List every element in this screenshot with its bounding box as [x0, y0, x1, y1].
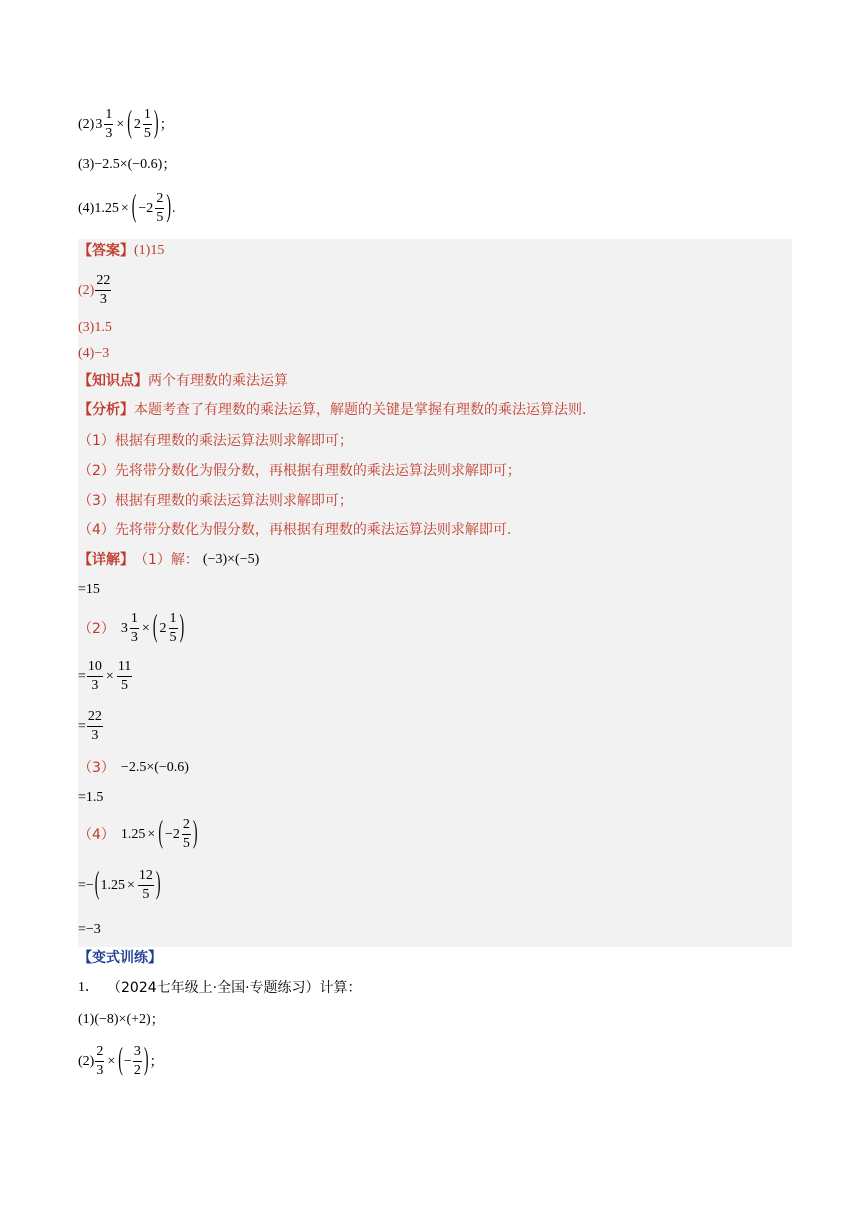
left-paren: (: [94, 867, 100, 902]
punctuation: ；: [159, 116, 174, 133]
punctuation: ；: [150, 1012, 165, 1028]
mixed-whole: 3: [95, 116, 103, 132]
answer-line-3: [78, 321, 112, 335]
fraction: $\frac{1}{3}$: [105, 107, 113, 141]
analysis-tag: 【分析】: [78, 402, 134, 418]
answer-line-2: [78, 274, 112, 307]
answer-line-4: [78, 347, 109, 361]
expression: −2.5×(−0.6): [94, 157, 163, 172]
problem-label: (2): [78, 116, 95, 132]
times-sign: ×: [107, 1053, 116, 1069]
problem-4: [78, 192, 175, 225]
fraction: $\frac{1}{5}$: [143, 107, 151, 141]
punctuation: .: [171, 200, 176, 216]
problem-label: (1): [78, 1012, 95, 1027]
answer-tag: 【答案】: [78, 243, 134, 259]
variant-question-1: [78, 981, 362, 995]
expression: (−8)×(+2): [94, 1012, 151, 1027]
answer-line-1: [78, 244, 164, 258]
fraction: $\frac{2}{5}$: [156, 191, 164, 225]
detail-line-3: [78, 761, 189, 775]
detail-tag: 【详解】: [78, 552, 134, 568]
problem-3: [78, 158, 176, 172]
mixed-whole: 3: [120, 620, 128, 636]
question-number: 1．: [78, 980, 99, 995]
variant-tag: 【变式训练】: [78, 950, 162, 966]
punctuation: ；: [162, 157, 177, 173]
fraction: $\frac{12}{5}$: [138, 868, 153, 902]
left-paren: (: [152, 610, 158, 645]
right-paren: ): [166, 190, 171, 225]
mixed-whole: −2: [138, 200, 154, 216]
knowledge-text: 两个有理数的乘法运算: [148, 373, 288, 389]
fraction: $\frac{22}{3}$: [87, 709, 102, 743]
fraction: $\frac{10}{3}$: [87, 659, 102, 693]
punctuation: ；: [149, 1053, 164, 1070]
fraction: $\frac{2}{5}$: [182, 817, 190, 851]
analysis-step-1: （1）根据有理数的乘法运算法则求解即可；: [78, 433, 353, 449]
detail-result: =−3: [78, 922, 101, 937]
expression: 1.25: [94, 200, 119, 216]
right-paren: ): [155, 867, 161, 902]
detail-result: = $\frac{10}{3}$ × $\frac{11}{5}$: [78, 659, 132, 693]
knowledge-line: [78, 374, 288, 388]
detail-line-4: [78, 818, 199, 851]
times-sign: ×: [147, 826, 156, 842]
analysis-line: [78, 403, 586, 417]
right-paren: ): [143, 1043, 149, 1078]
detail-label: （3）: [78, 760, 115, 776]
answer-3: (3)1.5: [78, 320, 112, 335]
answer-4: (4)−3: [78, 346, 110, 361]
problem-label: (2): [78, 1053, 95, 1069]
variant-part-2: [78, 1045, 163, 1078]
times-sign: ×: [120, 200, 129, 216]
fraction: $\frac{1}{5}$: [169, 611, 177, 645]
right-paren: ): [153, 106, 159, 141]
expression: −2.5×(−0.6): [120, 760, 189, 775]
detail-line-2: [78, 612, 185, 645]
analysis-text: 本题考查了有理数的乘法运算，解题的关键是掌握有理数的乘法运算法则.: [134, 402, 587, 418]
detail-result: =1.5: [78, 790, 104, 805]
variant-heading: [78, 951, 162, 965]
times-sign: ×: [141, 620, 150, 636]
knowledge-tag: 【知识点】: [78, 373, 148, 389]
expression: 1.25: [120, 826, 146, 842]
fraction: $\frac{1}{3}$: [130, 611, 138, 645]
answer-label: (2): [78, 282, 95, 298]
detail-label: （4）: [78, 826, 115, 843]
detail-line-1: [78, 553, 259, 567]
mixed-whole: 2: [133, 116, 141, 132]
variant-part-1: [78, 1013, 165, 1027]
problem-label: (4): [78, 200, 95, 216]
mixed-whole: −2: [165, 826, 180, 842]
expression: (−3)×(−5): [202, 552, 260, 567]
detail-label: （2）: [78, 620, 115, 637]
answer-1: (1)15: [134, 243, 165, 258]
detail-result: =15: [78, 582, 100, 597]
right-paren: ): [179, 610, 185, 645]
fraction: $\frac{3}{2}$: [133, 1044, 141, 1078]
left-paren: (: [118, 1043, 123, 1078]
right-paren: ): [192, 816, 198, 851]
problem-label: (3): [78, 157, 95, 172]
problem-2: [78, 108, 174, 141]
detail-result: =− ( 1.25 × $\frac{12}{5}$ ): [78, 867, 161, 902]
minus-sign: −: [123, 1053, 132, 1069]
question-text: （2024七年级上·全国·专题练习）计算：: [107, 980, 362, 996]
times-sign: ×: [116, 116, 125, 132]
left-paren: (: [127, 106, 132, 141]
mixed-whole: 2: [159, 620, 167, 636]
left-paren: (: [158, 816, 163, 851]
left-paren: (: [131, 190, 137, 225]
detail-result: = $\frac{22}{3}$: [78, 709, 102, 743]
fraction: $\frac{2}{3}$: [96, 1044, 104, 1078]
fraction: $\frac{22}{3}$: [96, 273, 111, 307]
detail-label: （1）解：: [134, 552, 199, 568]
analysis-step-4: （4）先将带分数化为假分数，再根据有理数的乘法运算法则求解即可.: [78, 522, 512, 538]
analysis-step-3: （3）根据有理数的乘法运算法则求解即可；: [78, 493, 353, 509]
fraction: $\frac{11}{5}$: [117, 659, 132, 693]
analysis-step-2: （2）先将带分数化为假分数，再根据有理数的乘法运算法则求解即可；: [78, 463, 521, 479]
